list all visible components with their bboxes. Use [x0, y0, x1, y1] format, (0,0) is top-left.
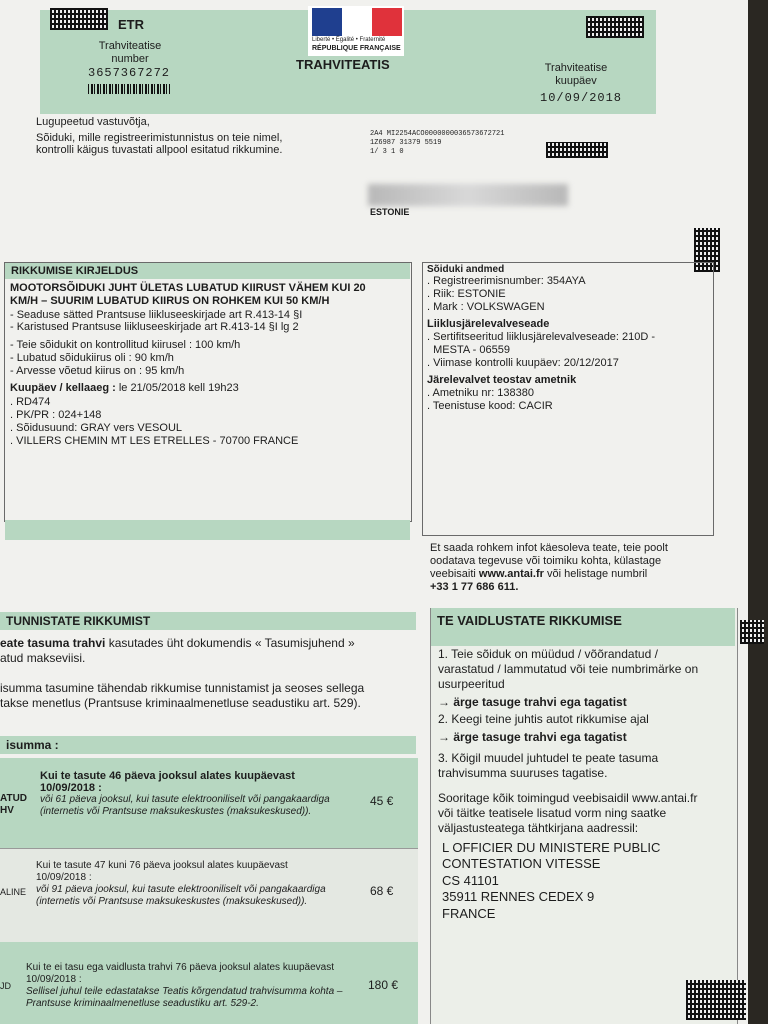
row3-amount: 180 € — [368, 978, 399, 992]
republic-name: RÉPUBLIQUE FRANÇAISE — [312, 45, 401, 52]
intro-line-1: Sõiduki, mille registreerimistunnistus on teie nimel, — [36, 132, 283, 144]
contest-arrow-1: → ärge tasuge trahvi ega tagatist — [438, 695, 627, 709]
notice-date: 10/09/2018 — [540, 91, 623, 105]
row3-title: Kui te ei tasu ega vaidlusta trahvi 76 päeva jooksul alates kuupäevast 10/09/2018 : — [26, 962, 334, 985]
republic-motto: Liberté • Égalité • Fraternité — [312, 37, 386, 43]
contest-p3-a: 3. Kõigil muudel juhtudel te peate tasuma — [438, 751, 659, 765]
officer-header: Järelevalvet teostav ametnik — [427, 374, 577, 386]
document-title: TRAHVITEATIS — [296, 57, 390, 72]
info-phone[interactable]: +33 1 77 686 611. — [430, 581, 519, 593]
ack-line-1: eate tasuma trahvi kasutades üht dokumendis « Tasumisjuhend » — [0, 636, 355, 650]
address-line-5: FRANCE — [442, 906, 496, 921]
address-line-3: CS 41101 — [442, 873, 499, 888]
contest-s2: või täitke teatisele lisatud vorm ning saatke — [438, 806, 667, 820]
datetime-value: le 21/05/2018 kell 19h23 — [115, 382, 239, 394]
contest-p3-b: trahvisumma suuruses tagatise. — [438, 766, 608, 780]
ref-codes-3: 1/ 3 1 0 — [370, 148, 404, 156]
retained-speed: - Arvesse võetud kiirus on : 95 km/h — [10, 365, 185, 377]
ack-line-3: isumma tasumine tähendab rikkumise tunnistamist ja seoses sellega — [0, 681, 365, 695]
officer-number: . Ametniku nr: 138380 — [427, 387, 535, 399]
contest-header: TE VAIDLUSTATE RIKKUMISE — [431, 608, 735, 646]
notice-number: 3657367272 — [88, 66, 171, 80]
contest-p1-b: varastatud / lammutatud või teie numbrimärke on — [438, 662, 699, 676]
etr-label: ETR — [118, 17, 144, 32]
row1-amount: 45 € — [370, 794, 394, 808]
service-code: . Teenistuse kood: CACIR — [427, 400, 553, 412]
vehicle-make: . Mark : VOLKSWAGEN — [427, 301, 545, 313]
barcode-bottom-right — [686, 980, 746, 1020]
contest-p1-a: 1. Teie sõiduk on müüdud / võõrandatud / — [438, 647, 658, 661]
address-line-1: L OFFICIER DU MINISTERE PUBLIC — [442, 840, 661, 855]
address-line-2: CONTESTATION VITESSE — [442, 856, 601, 871]
row1-tag-1: ATUD — [0, 793, 28, 804]
measured-speed: - Teie sõidukit on kontrollitud kiirusel : 100 km/h — [10, 339, 241, 351]
pk-pr: . PK/PR : 024+148 — [10, 409, 102, 421]
redacted-name — [368, 184, 568, 206]
vehicle-reg: . Registreerimisnumber: 354AYA — [427, 275, 586, 287]
ref-codes-1: 2A4 MI2254ACO0000000036573672721 — [370, 130, 505, 138]
acknowledge-header: TUNNISTATE RIKKUMIST — [0, 612, 416, 630]
violation-law: - Seaduse sätted Prantsuse liikluseeskirjade art R.413-14 §I — [10, 309, 303, 321]
equipment-check-date: . Viimase kontrolli kuupäev: 20/12/2017 — [427, 357, 619, 369]
violation-datetime — [10, 382, 239, 395]
notice-barcode — [88, 84, 170, 94]
road: . RD474 — [10, 396, 51, 408]
equipment-cert: . Sertifitseeritud liiklusjärelevalveseade: 210D - — [427, 331, 656, 343]
ref-codes-2: 1Z6987 31379 5519 — [370, 139, 442, 147]
contest-p1-c: usurpeeritud — [438, 677, 505, 691]
contest-arrow-2: → ärge tasuge trahvi ega tagatist — [438, 730, 627, 744]
direction: . Sõidusuund: GRAY vers VESOUL — [10, 422, 183, 434]
row1-tag-2: HV — [0, 805, 14, 816]
republic-logo — [308, 6, 404, 56]
sum-header: isumma : — [0, 736, 416, 754]
row1-title: Kui te tasute 46 päeva jooksul alates kuupäevast 10/09/2018 : — [40, 770, 295, 794]
row2-amount: 68 € — [370, 884, 394, 898]
contest-s1: Sooritage kõik toimingud veebisaidil www.antai.fr — [438, 791, 698, 805]
allowed-speed: - Lubatud sõidukiirus oli : 90 km/h — [10, 352, 174, 364]
violation-header: RIKKUMISE KIRJELDUS — [5, 263, 410, 279]
greeting: Lugupeetud vastuvõtja, — [36, 116, 150, 128]
row3-text — [26, 962, 346, 1010]
row3-detail: Sellisel juhul teile edastatakse Teatis kõrgendatud trahvisumma kohta – Prantsuse kriminaalmenetluse seadustiku art. 529-2. — [26, 986, 343, 1009]
equipment-id: MESTA - 06559 — [427, 344, 510, 356]
notice-number-label: Trahviteatise number — [98, 40, 162, 65]
barcode-top-right — [586, 16, 644, 38]
location: . VILLERS CHEMIN MT LES ETRELLES - 70700 FRANCE — [10, 435, 299, 447]
ack-line-2: atud makseviisi. — [0, 651, 86, 665]
address-country: ESTONIE — [370, 207, 410, 217]
info-line-3: veebisaiti www.antai.fr või helistage numbril — [430, 568, 648, 580]
barcode-address — [546, 142, 608, 158]
row2-text — [36, 860, 336, 908]
ack-line-4: takse menetlus (Prantsuse kriminaalmenetluse seadustiku art. 529). — [0, 696, 361, 710]
notice-date-label: Trahviteatise kuupäev — [544, 62, 608, 87]
violation-footer-band — [5, 520, 410, 540]
violation-penalty: - Karistused Prantsuse liikluseeskirjade art R.413-14 §I lg 2 — [10, 321, 299, 333]
vehicle-country: . Riik: ESTONIE — [427, 288, 506, 300]
violation-title-1: MOOTORSÕIDUKI JUHT ÜLETAS LUBATUD KIIRUST VÄHEM KUI 20 — [10, 282, 366, 294]
barcode-right-edge — [740, 620, 764, 644]
violation-title-2: KM/H – SUURIM LUBATUD KIIRUS ON ROHKEM KUI 50 KM/H — [10, 295, 330, 307]
intro-line-2: kontrolli käigus tuvastati allpool esitatud rikkumine. — [36, 144, 283, 156]
row2-title: Kui te tasute 47 kuni 76 päeva jooksul alates kuupäevast 10/09/2018 : — [36, 860, 288, 883]
datetime-label: Kuupäev / kellaaeg : — [10, 382, 116, 394]
website-link[interactable]: www.antai.fr — [478, 568, 544, 580]
row1-detail: või 61 päeva jooksul, kui tasute elektrooniliselt või pangakaardiga (internetis või Prantsuse maksukeskustes (maksukeskused)). — [40, 794, 330, 817]
row2-detail: või 91 päeva jooksul, kui tasute elektrooniliselt või pangakaardiga (internetis või Prantsuse maksukeskustes (maksukeskused)). — [36, 884, 326, 907]
contest-s3: väljastusteatega tähtkirjana aadressil: — [438, 821, 639, 835]
row1-text — [40, 770, 340, 818]
info-line-2: oodatava tegevuse või toimiku kohta, külastage — [430, 555, 662, 567]
info-line-1: Et saada rohkem infot käesoleva teate, teie poolt — [430, 542, 668, 554]
row3-tag-1: JD — [0, 981, 11, 991]
equipment-header: Liiklusjärelevalveseade — [427, 318, 550, 330]
vehicle-header: Sõiduki andmed — [427, 264, 505, 275]
contest-p2: 2. Keegi teine juhtis autot rikkumise ajal — [438, 712, 649, 726]
barcode-top-left — [50, 8, 108, 30]
row2-tag-1: ALINE — [0, 887, 27, 897]
address-line-4: 35911 RENNES CEDEX 9 — [442, 889, 595, 904]
